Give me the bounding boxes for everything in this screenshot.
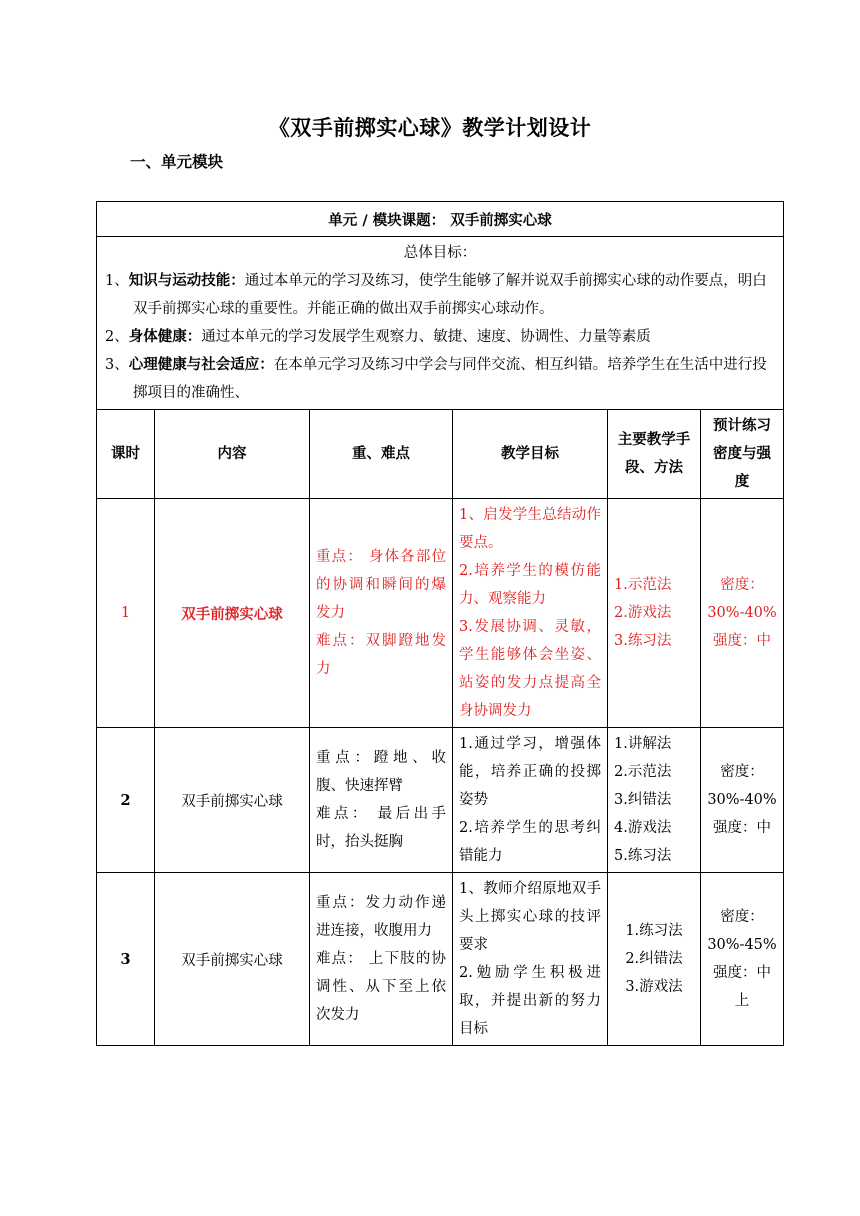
- table-header-row: [97, 410, 784, 499]
- key-difficult-points: 重点： 身体各部位的协调和瞬间的爆发力 难点：双脚蹬地发力: [310, 499, 453, 728]
- lesson-content: 双手前掷实心球: [155, 499, 310, 728]
- table-row: [97, 873, 784, 1046]
- teaching-plan-table: [96, 201, 784, 1046]
- header-lesson: 课时: [97, 410, 155, 499]
- header-key-points: 重、难点: [310, 410, 453, 499]
- lesson-content: 双手前掷实心球: [155, 873, 310, 1046]
- table-row: [97, 499, 784, 728]
- density-intensity: 密度： 30%-40% 强度：中: [701, 499, 784, 728]
- lesson-content: 双手前掷实心球: [155, 728, 310, 873]
- section-heading: 一、单元模块: [130, 153, 224, 171]
- header-methods: 主要教学手段、方法: [608, 410, 701, 499]
- overall-goals: [97, 237, 784, 410]
- unit-topic: 单元 / 模块课题： 双手前掷实心球: [97, 202, 784, 237]
- density-intensity: 密度： 30%-40% 强度：中: [701, 728, 784, 873]
- teaching-objectives: 1、启发学生总结动作要点。 2.培养学生的模仿能力、观察能力 3.发展协调、灵敏，学生能够体会坐姿、站姿的发力点提高全身协调发力: [453, 499, 608, 728]
- goal-item: 3、心理健康与社会适应：在本单元学习及练习中学会与同伴交流、相互纠错。培养学生在生活中进行投掷项目的准确性、: [105, 357, 767, 401]
- teaching-objectives: 1、教师介绍原地双手头上掷实心球的技评要求 2.勉励学生积极进取，并提出新的努力目标: [453, 873, 608, 1046]
- key-difficult-points: 重点：发力动作递进连接，收腹用力 难点： 上下肢的协调性、从下至上依次发力: [310, 873, 453, 1046]
- teaching-objectives: 1.通过学习，增强体能，培养正确的投掷姿势 2.培养学生的思考纠错能力: [453, 728, 608, 873]
- table-row: [97, 728, 784, 873]
- density-intensity: 密度： 30%-45% 强度：中上: [701, 873, 784, 1046]
- goals-heading: 总体目标：: [403, 245, 477, 261]
- lesson-number: 1: [97, 499, 155, 728]
- goal-item: 2、身体健康：通过本单元的学习发展学生观察力、敏捷、速度、协调性、力量等素质: [105, 329, 651, 345]
- lesson-number: 3: [97, 873, 155, 1046]
- teaching-methods: 1.练习法 2.纠错法 3.游戏法: [608, 873, 701, 1046]
- key-difficult-points: 重点：蹬地、收腹、快速挥臂 难点： 最后出手时，抬头挺胸: [310, 728, 453, 873]
- header-content: 内容: [155, 410, 310, 499]
- teaching-methods: 1.讲解法 2.示范法 3.纠错法 4.游戏法 5.练习法: [608, 728, 701, 873]
- header-objectives: 教学目标: [453, 410, 608, 499]
- goal-item: 1、知识与运动技能：通过本单元的学习及练习，使学生能够了解并说双手前掷实心球的动作要点，明白双手前掷实心球的重要性。并能正确的做出双手前掷实心球动作。: [105, 273, 767, 317]
- header-density: 预计练习密度与强度: [701, 410, 784, 499]
- document-title: 《双手前掷实心球》教学计划设计: [268, 116, 592, 140]
- teaching-methods: 1.示范法 2.游戏法 3.练习法: [608, 499, 701, 728]
- lesson-number: 2: [97, 728, 155, 873]
